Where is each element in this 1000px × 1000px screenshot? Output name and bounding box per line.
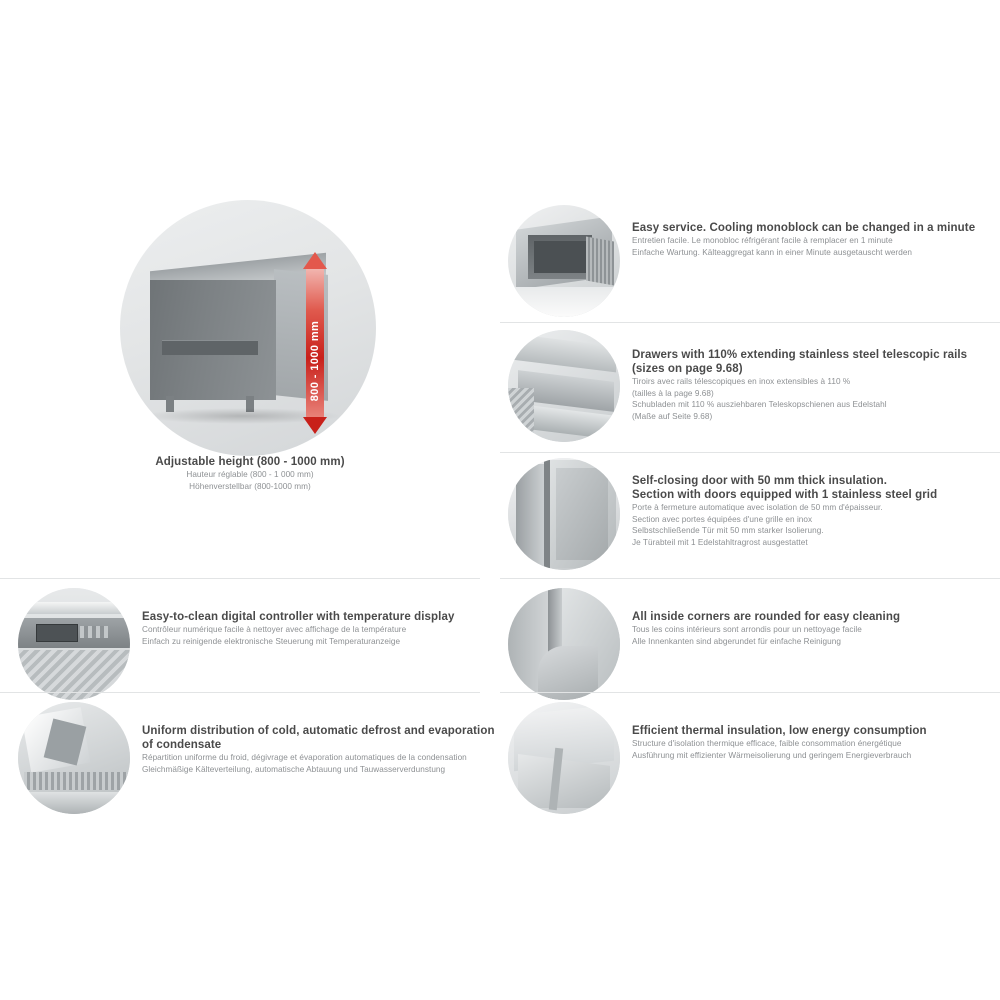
feature-easy-service	[508, 205, 978, 317]
corners-fr: Tous les coins intérieurs sont arrondis pour un nettoyage facile	[632, 625, 862, 635]
door-title-2: Section with doors equipped with 1 stainless steel grid	[632, 489, 938, 502]
door-de-2: Je Türabteil mit 1 Edelstahltragrost ausgestattet	[632, 537, 808, 547]
feature-thermal-insulation	[508, 702, 978, 814]
hero-circle	[120, 200, 376, 456]
door-title: Self-closing door with 50 mm thick insulation.	[632, 475, 888, 487]
arrow-up-icon	[303, 252, 327, 269]
drawers-fr: Tiroirs avec rails télescopiques en inox extensibles à 110 %	[632, 377, 851, 387]
drawers-de-2: (Maße auf Seite 9.68)	[632, 411, 713, 421]
door-fr-2: Section avec portes équipées d'une grille en inox	[632, 514, 813, 524]
controller-de: Einfach zu reinigende elektronische Steuerung mit Temperaturanzeige	[142, 636, 401, 646]
airflow-image	[18, 702, 130, 814]
adjustable-height-illustration	[120, 200, 376, 456]
controller-texts	[142, 588, 488, 647]
controller-thumbnail	[18, 588, 130, 700]
monoblock-image	[508, 205, 620, 317]
cold-distribution-de: Gleichmäßige Kälteverteilung, automatische Abtauung und Tauwasserverdunstung	[142, 764, 446, 774]
hero-caption-en: Adjustable height (800 - 1000 mm)	[155, 456, 345, 468]
divider-3-right	[500, 578, 1000, 579]
easy-service-texts	[632, 205, 978, 258]
drawers-thumbnail	[508, 330, 620, 442]
divider-2	[500, 452, 1000, 453]
cold-distribution-texts	[142, 702, 498, 775]
easy-service-de: Einfache Wartung. Kälteaggregat kann in einer Minute ausgetauscht werden	[632, 247, 913, 257]
easy-service-title: Easy service. Cooling monoblock can be changed in a minute	[632, 222, 976, 234]
cabinet-drawer	[162, 340, 258, 355]
insulation-image	[508, 702, 620, 814]
hero-caption-de: Höhenverstellbar (800-1000 mm)	[189, 481, 311, 491]
door-texts	[632, 458, 978, 548]
drawers-de: Schubladen mit 110 % ausziehbaren Teleskopschienen aus Edelstahl	[632, 400, 887, 410]
hero-caption	[60, 455, 440, 492]
insulation-de: Ausführung mit effizienter Wärmeisolierung und geringem Energieverbrauch	[632, 750, 912, 760]
drawers-title-2: (sizes on page 9.68)	[632, 363, 743, 376]
door-thumbnail	[508, 458, 620, 570]
divider-4-right	[500, 692, 1000, 693]
feature-digital-controller	[18, 588, 488, 700]
cold-distribution-thumbnail	[18, 702, 130, 814]
drawer-rails-image	[508, 330, 620, 442]
easy-service-fr: Entretien facile. Le monobloc réfrigérant facile à remplacer en 1 minute	[632, 236, 893, 246]
divider-4-left	[0, 692, 480, 693]
feature-rounded-corners	[508, 588, 978, 700]
corners-title: All inside corners are rounded for easy cleaning	[632, 611, 901, 623]
insulation-thumbnail	[508, 702, 620, 814]
cold-distribution-title: Uniform distribution of cold, automatic defrost and evaporation of condensate	[142, 725, 495, 752]
drawers-texts	[632, 330, 978, 422]
feature-telescopic-drawers	[508, 330, 978, 442]
controller-fr: Contrôleur numérique facile à nettoyer avec affichage de la température	[142, 625, 407, 635]
drawers-fr-2: (tailles à la page 9.68)	[632, 388, 714, 398]
divider-1	[500, 322, 1000, 323]
door-image	[508, 458, 620, 570]
controller-title: Easy-to-clean digital controller with temperature display	[142, 611, 455, 623]
insulation-title: Efficient thermal insulation, low energy consumption	[632, 725, 927, 737]
hero-caption-fr: Hauteur réglable (800 - 1 000 mm)	[186, 470, 314, 480]
feature-self-closing-door	[508, 458, 978, 570]
height-arrow	[302, 252, 328, 434]
insulation-fr: Structure d'isolation thermique efficace, faible consommation énergétique	[632, 739, 902, 749]
drawers-title: Drawers with 110% extending stainless steel telescopic rails	[632, 349, 968, 361]
height-arrow-label: 800 - 1000 mm	[309, 320, 321, 402]
rounded-corners-image	[508, 588, 620, 700]
cold-distribution-fr: Répartition uniforme du froid, dégivrage et évaporation automatiques de la condensation	[142, 753, 467, 763]
door-fr: Porte à fermeture automatique avec isolation de 50 mm d'épaisseur.	[632, 503, 883, 513]
corners-texts	[632, 588, 978, 647]
corners-thumbnail	[508, 588, 620, 700]
door-de: Selbstschließende Tür mit 50 mm starker Isolierung.	[632, 526, 824, 536]
insulation-texts	[632, 702, 978, 761]
divider-3-left	[0, 578, 480, 579]
feature-uniform-cold-distribution	[18, 702, 498, 814]
controller-image	[18, 588, 130, 700]
corners-de: Alle Innenkanten sind abgerundet für einfache Reinigung	[632, 636, 841, 646]
easy-service-thumbnail	[508, 205, 620, 317]
